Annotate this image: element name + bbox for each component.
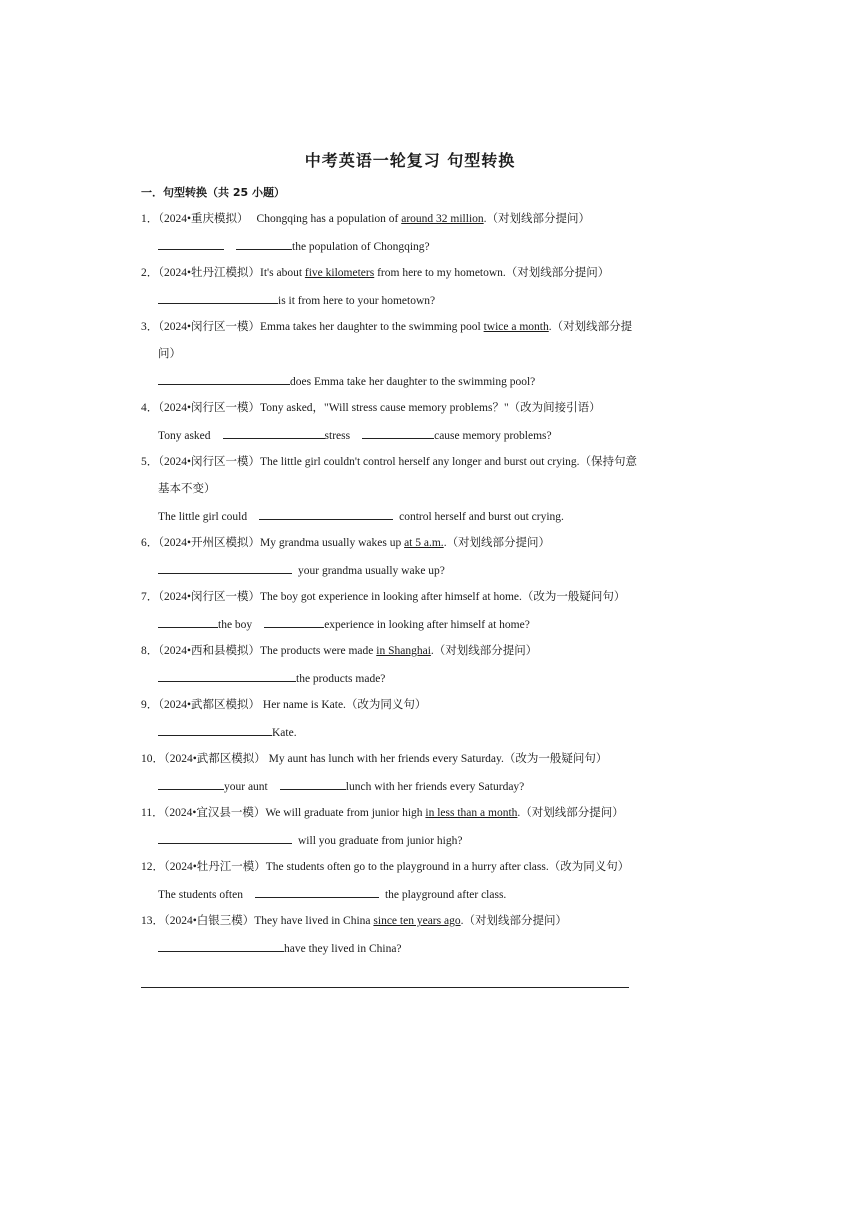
answer-blank[interactable] xyxy=(158,372,290,385)
question-number: 6． xyxy=(141,537,159,549)
question-1 xyxy=(141,210,590,226)
answer-text: is it from here to your hometown? xyxy=(278,295,436,307)
answer-text: the boy xyxy=(218,619,253,631)
question-4 xyxy=(141,399,601,415)
question-number: 3． xyxy=(141,321,159,333)
answer-blank[interactable] xyxy=(264,615,324,628)
underlined-part: twice a month xyxy=(483,321,549,333)
question-7 xyxy=(141,588,625,604)
answer-line-8 xyxy=(158,669,385,685)
question-text: They have lived in China xyxy=(254,915,374,927)
question-text: The products were made xyxy=(260,645,377,657)
question-instruction: .（对划线部分提问） xyxy=(517,807,624,819)
question-9 xyxy=(141,696,426,712)
question-number: 10． xyxy=(141,753,164,765)
question-source: （2024•西和县模拟） xyxy=(158,645,261,657)
question-text: The students often go to the playground in a hurry after class.（改为同义句） xyxy=(265,861,630,873)
question-instruction: .（对划线部分提问） xyxy=(430,645,538,657)
question-text: My grandma usually wakes up xyxy=(260,537,405,549)
answer-blank[interactable] xyxy=(158,615,218,628)
question-number: 13． xyxy=(141,915,164,927)
question-instruction: from here to my hometown.（对划线部分提问） xyxy=(374,267,610,279)
answer-text: control herself and burst out crying. xyxy=(399,511,564,523)
question-instruction: .（对划线部分提问） xyxy=(460,915,567,927)
question-source: （2024•白银三模） xyxy=(164,915,255,927)
answer-line-5 xyxy=(158,507,564,523)
answer-text: your grandma usually wake up? xyxy=(298,565,445,577)
question-source: （2024•开州区模拟） xyxy=(158,537,261,549)
answer-blank[interactable] xyxy=(158,291,278,304)
answer-line-9 xyxy=(158,723,297,739)
question-instruction: .（对划线部分提问） xyxy=(483,213,591,225)
question-12 xyxy=(141,858,629,874)
answer-line-2 xyxy=(158,291,435,307)
answer-blank[interactable] xyxy=(158,723,272,736)
answer-text: Kate. xyxy=(272,727,297,739)
answer-line-4 xyxy=(158,426,552,442)
answer-blank[interactable] xyxy=(158,237,224,250)
answer-text: your aunt xyxy=(224,781,268,793)
question-number: 7． xyxy=(141,591,159,603)
answer-text: have they lived in China? xyxy=(284,943,402,955)
question-6 xyxy=(141,534,550,550)
question-source: （2024•牡丹江一模） xyxy=(164,861,266,873)
answer-line-11 xyxy=(158,831,462,847)
question-2 xyxy=(141,264,609,280)
answer-text: the playground after class. xyxy=(384,889,507,901)
answer-text: lunch with her friends every Saturday? xyxy=(345,781,525,793)
underlined-part: at 5 a.m. xyxy=(404,537,444,549)
answer-blank[interactable] xyxy=(158,831,292,844)
underlined-part: in less than a month xyxy=(425,807,518,819)
answer-blank[interactable] xyxy=(158,561,292,574)
page-divider xyxy=(141,987,629,988)
question-text: The boy got experience in looking after himself at home.（改为一般疑问句） xyxy=(260,591,626,603)
question-text: We will graduate from junior high xyxy=(265,807,426,819)
question-number: 4． xyxy=(141,402,159,414)
answer-line-7 xyxy=(158,615,530,631)
question-number: 2． xyxy=(141,267,159,279)
question-5 xyxy=(141,453,637,469)
answer-blank[interactable] xyxy=(158,939,284,952)
answer-blank[interactable] xyxy=(158,669,296,682)
answer-text: Tony asked xyxy=(158,430,211,442)
answer-text: The little girl could xyxy=(158,511,248,523)
question-text: The little girl couldn't control herself any longer and burst out crying.（保持句意 xyxy=(260,456,638,468)
question-number: 5． xyxy=(141,456,159,468)
question-text: It's about xyxy=(260,267,305,279)
question-text: Her name is Kate.（改为同义句） xyxy=(260,699,427,711)
answer-blank[interactable] xyxy=(236,237,292,250)
answer-text: does Emma take her daughter to the swimming pool? xyxy=(290,376,536,388)
question-3 xyxy=(141,318,632,334)
question-text: My aunt has lunch with her friends every Saturday.（改为一般疑问句） xyxy=(265,753,608,765)
question-source: （2024•武都区模拟） xyxy=(158,699,261,711)
question-5-continued: 基本不变） xyxy=(158,483,216,495)
page-title: 中考英语一轮复习 句型转换 xyxy=(304,151,516,170)
question-3-continued: 问） xyxy=(158,348,181,360)
question-number: 12． xyxy=(141,861,164,873)
question-text: Tony asked，"Will stress cause memory problems？"（改为间接引语） xyxy=(260,402,601,414)
answer-line-12 xyxy=(158,885,506,901)
question-text: Emma takes her daughter to the swimming pool xyxy=(260,321,484,333)
answer-line-1 xyxy=(158,237,430,253)
answer-line-3 xyxy=(158,372,535,388)
question-number: 8． xyxy=(141,645,159,657)
answer-line-6 xyxy=(158,561,445,577)
answer-blank[interactable] xyxy=(280,777,346,790)
underlined-part: in Shanghai xyxy=(376,645,431,657)
answer-text: will you graduate from junior high? xyxy=(298,835,463,847)
answer-blank[interactable] xyxy=(259,507,393,520)
question-source: （2024•闵行区一模） xyxy=(158,402,261,414)
answer-text: cause memory problems? xyxy=(434,430,552,442)
question-8 xyxy=(141,642,537,658)
answer-blank[interactable] xyxy=(223,426,325,439)
question-source: （2024•闵行区一模） xyxy=(158,321,261,333)
question-source: （2024•闵行区一模） xyxy=(158,591,261,603)
question-instruction: .（对划线部分提 xyxy=(548,321,633,333)
question-source: （2024•宜汉县一模） xyxy=(163,807,266,819)
underlined-part: around 32 million xyxy=(401,213,484,225)
answer-text: stress xyxy=(324,430,351,442)
answer-blank[interactable] xyxy=(362,426,434,439)
underlined-part: five kilometers xyxy=(304,267,375,279)
answer-text: The students often xyxy=(158,889,243,901)
answer-line-13 xyxy=(158,939,402,955)
question-source: （2024•重庆模拟） xyxy=(158,213,249,225)
question-number: 9． xyxy=(141,699,159,711)
question-instruction: .（对划线部分提问） xyxy=(443,537,551,549)
answer-blank[interactable] xyxy=(255,885,379,898)
answer-text: experience in looking after himself at home? xyxy=(324,619,530,631)
answer-text: the products made? xyxy=(296,673,386,685)
question-number: 11． xyxy=(141,807,164,819)
section-heading: 一．句型转换（共 25 小题） xyxy=(141,186,285,199)
question-source: （2024•闵行区一模） xyxy=(158,456,261,468)
underlined-part: since ten years ago xyxy=(373,915,461,927)
question-source: （2024•武都区模拟） xyxy=(164,753,266,765)
question-13 xyxy=(141,912,567,928)
question-text: Chongqing has a population of xyxy=(256,213,402,225)
question-11 xyxy=(141,804,624,820)
answer-line-10 xyxy=(158,777,524,793)
answer-blank[interactable] xyxy=(158,777,224,790)
question-source: （2024•牡丹江模拟） xyxy=(158,267,261,279)
question-number: 1． xyxy=(141,213,159,225)
question-10 xyxy=(141,750,607,766)
answer-text: the population of Chongqing? xyxy=(292,241,430,253)
